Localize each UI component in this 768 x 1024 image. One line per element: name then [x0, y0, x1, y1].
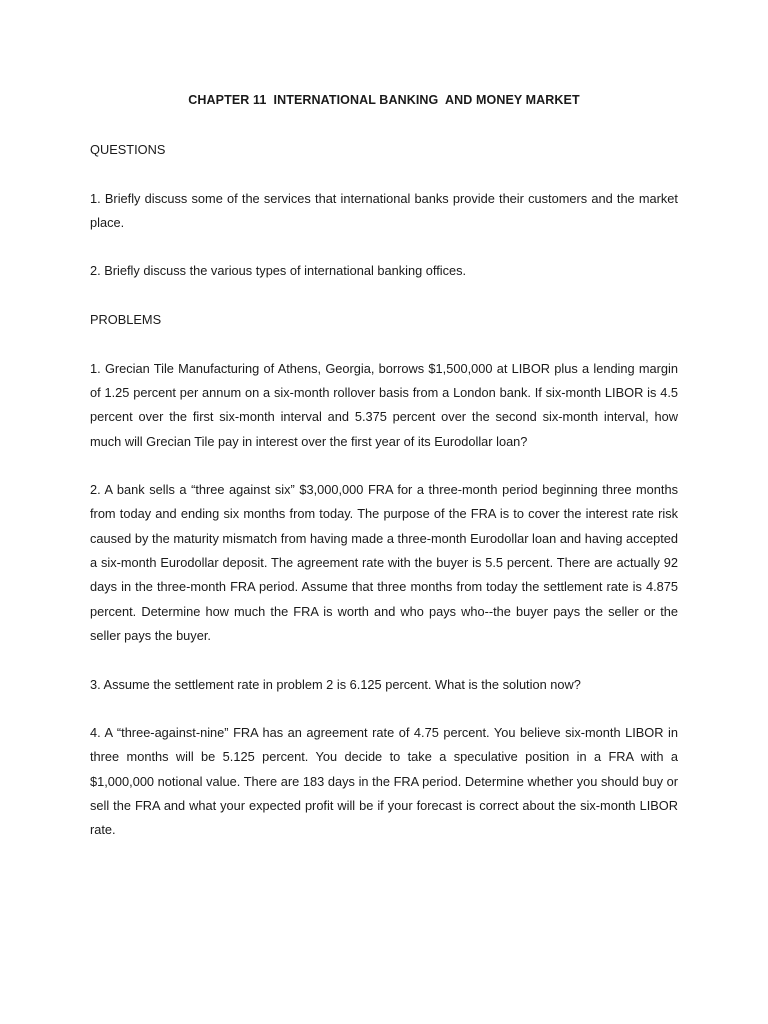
question-text: Briefly discuss the various types of international banking offices. — [104, 263, 467, 279]
problem-text: A “three-against-nine” FRA has an agreement rate of 4.75 percent. You believe six-month LIBOR in three months will be 5.125 percent. You decide to take a speculative position in a FRA with a $1,000,000 notional value. There are 183 days in the FRA period. Determine whether you should buy or sell the FRA and what your expected profit will be if your forecast is correct about the six-month LIBOR rate. — [90, 725, 678, 838]
problem-number: 2. — [90, 482, 101, 498]
problem-item-1 — [90, 357, 678, 454]
problem-number: 4. — [90, 725, 101, 741]
question-item-1 — [90, 187, 678, 236]
question-item-2 — [90, 259, 678, 283]
problem-item-4 — [90, 721, 678, 842]
questions-heading: QUESTIONS — [90, 142, 166, 157]
problem-item-2 — [90, 478, 678, 648]
problem-number: 3. — [90, 676, 101, 692]
problem-text: Grecian Tile Manufacturing of Athens, Georgia, borrows $1,500,000 at LIBOR plus a lending margin of 1.25 percent per annum on a six-month rollover basis from a London bank. If six-month LIBOR is 4.5 percent over the first six-month interval and 5.375 percent over the second six-month interval, how much will Grecian Tile pay in interest over the first year of its Eurodollar loan? — [90, 360, 678, 449]
problem-text: Assume the settlement rate in problem 2 is 6.125 percent. What is the solution now? — [103, 676, 581, 692]
problem-number: 1. — [90, 360, 101, 376]
chapter-title: CHAPTER 11 INTERNATIONAL BANKING AND MONEY MARKET — [188, 93, 580, 107]
question-number: 1. — [90, 190, 101, 206]
problem-item-3 — [90, 673, 678, 697]
question-text: Briefly discuss some of the services that international banks provide their customers and the market place. — [90, 190, 678, 230]
problems-heading: PROBLEMS — [90, 312, 162, 328]
question-number: 2. — [90, 263, 101, 279]
problem-text: A bank sells a “three against six” $3,000,000 FRA for a three-month period beginning three months from today and ending six months from today. The purpose of the FRA is to cover the interest rate risk caused by the maturity mismatch from having made a three-month Eurodollar loan and having accepted a six-month Eurodollar deposit. The agreement rate with the buyer is 5.5 percent. There are actually 92 days in the three-month FRA period. Assume that three months from today the settlement rate is 4.875 percent. Determine how much the FRA is worth and who pays who--the buyer pays the seller or the seller pays the buyer. — [90, 482, 678, 643]
document-body — [90, 138, 678, 867]
